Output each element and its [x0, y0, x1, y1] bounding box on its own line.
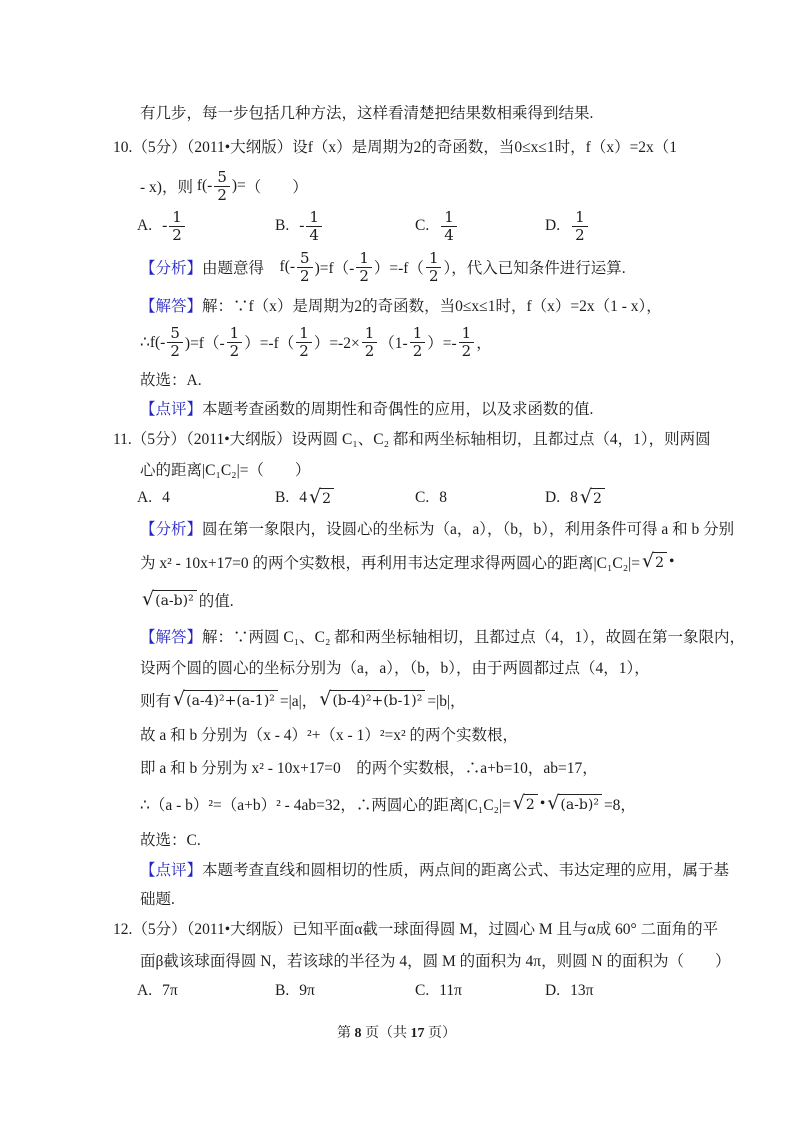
q11-choice-text: 故选：C. [140, 832, 201, 849]
option-a-label: A. [137, 489, 153, 506]
q10-comment-text: 本题考查函数的周期性和奇偶性的应用，以及求函数的值. [202, 401, 594, 418]
q11-analysis-line-1 [0, 512, 793, 544]
q11-analysis-line-2 [0, 544, 793, 580]
option-c [415, 982, 545, 1000]
fraction-denominator: 2 [412, 341, 423, 360]
option-d [545, 488, 793, 508]
fraction-denominator: 2 [170, 341, 180, 360]
q11-choice-line [0, 824, 793, 854]
fraction-numerator: 1 [306, 209, 322, 227]
q11-stem-line-1 [0, 422, 793, 454]
q10-stem-line-2 [0, 164, 793, 208]
fraction-numerator: 1 [426, 250, 442, 268]
q10-answer-text-3: )=f（- [184, 335, 225, 352]
q11-stem-text-1: 11.（5分）（2011•大纲版）设两圆 C₁、C₂ 都和两坐标轴相切，且都过点（4，1），则两圆 [113, 431, 711, 448]
question-10 [0, 128, 793, 422]
radical-body: (a-b)² [558, 794, 602, 813]
q11-answer-line-2 [0, 652, 793, 682]
q11-answer-text-1: 解：∵两圆 C₁、C₂ 都和两坐标轴相切，且都过点（4，1），故圆在第一象限内， [202, 629, 746, 646]
fraction-1-2 [296, 325, 312, 360]
q10-answer-text-1: 解：∵f（x）是周期为2的奇函数，当0≤x≤1时，f（x）=2x（1 - x）， [202, 298, 662, 315]
option-b-label: B. [275, 489, 290, 506]
q10-analysis-text-4: ）=-f（ [373, 260, 424, 277]
option-d-label: D. [545, 217, 561, 234]
q11-options-row [0, 484, 793, 512]
option-d [545, 209, 793, 244]
question-11 [0, 422, 793, 912]
option-a [137, 489, 275, 507]
radical-sign: √ [142, 588, 155, 611]
radical-a-minus-b-squared [547, 794, 602, 814]
q11-comment-line-1 [0, 854, 793, 884]
q10-choice-line [0, 364, 793, 394]
q11-answer-text-5: =|b|， [427, 693, 466, 710]
radical-sign: √ [547, 792, 560, 815]
analysis-label: 【分析】 [140, 260, 203, 277]
radical-body: 2 [524, 794, 538, 813]
fraction-denominator: 2 [217, 185, 227, 204]
option-a [137, 982, 275, 1000]
q10-answer-text-5: ）=-2× [313, 335, 360, 352]
q11-analysis-dot: • [669, 553, 675, 570]
radical-distance-a [173, 690, 278, 710]
fraction-1-2 [410, 325, 426, 360]
fraction-denominator: 2 [428, 266, 439, 285]
radical-distance-b [319, 690, 425, 710]
fraction-numerator: 1 [227, 325, 243, 343]
footer-text: 第 [337, 1026, 351, 1041]
q10-analysis-text-5: ），代入已知条件进行运算. [443, 260, 626, 277]
q11-analysis-text-3: 的值. [198, 593, 234, 610]
radical-sqrt-2 [309, 488, 334, 508]
q11-answer-line-5 [0, 750, 793, 784]
option-a-label: A. [137, 217, 153, 234]
q11-answer-text-9: =8， [603, 797, 636, 814]
q11-answer-text-3: 则有 [140, 693, 172, 710]
footer-text: 页（共 [365, 1026, 407, 1041]
option-b-value: 4 [299, 489, 307, 506]
radical-body: 2 [653, 552, 667, 571]
radical-sign: √ [641, 550, 655, 573]
q11-answer-dot: • [539, 795, 546, 812]
q11-stem-text-2: 心的距离|C₁C₂|=（ ） [140, 462, 311, 479]
fraction-denominator: 2 [461, 341, 472, 360]
option-c [415, 489, 545, 507]
fraction-1-2 [362, 325, 378, 360]
q10-answer-text-6: （1- [379, 335, 408, 352]
fraction-numerator: 1 [410, 325, 426, 343]
fraction-1-4 [441, 209, 457, 244]
intro-text: 有几步，每一步包括几种方法，这样看清楚把结果数相乘得到结果. [140, 105, 594, 122]
fraction-denominator: 2 [575, 225, 585, 244]
fraction-numerator: 5 [214, 169, 230, 187]
option-a-label: A. [137, 982, 153, 999]
option-a-value: 7π [162, 982, 178, 999]
fraction-numerator: 1 [356, 250, 372, 268]
q10-analysis-text-3: )=f（- [314, 260, 355, 277]
fraction-numerator: 1 [459, 325, 475, 343]
q10-formula-open: f(- [196, 177, 213, 194]
q11-analysis-line-3 [0, 580, 793, 620]
fraction-numerator: 1 [441, 209, 457, 227]
fraction-5-2 [214, 169, 230, 204]
q10-options-row [0, 208, 793, 244]
q10-answer-blank: （ ） [245, 179, 308, 196]
radical-sign: √ [308, 486, 322, 509]
fraction-1-2 [572, 209, 588, 244]
fraction-denominator: 2 [172, 225, 182, 244]
fraction-1-2 [426, 250, 442, 285]
q10-comment-line [0, 394, 793, 422]
fraction-5-2 [167, 325, 183, 360]
intro-line [0, 96, 793, 128]
q12-stem-line-1 [0, 912, 793, 944]
q11-answer-text-2: 设两个圆的圆心的坐标分别为（a，a），（b，b），由于两圆都过点（4，1）， [140, 660, 650, 677]
fraction-1-2 [227, 325, 243, 360]
q12-stem-line-2 [0, 944, 793, 976]
radical-sign: √ [512, 792, 525, 815]
option-c-label: C. [415, 982, 430, 999]
option-c-label: C. [415, 489, 430, 506]
option-d-label: D. [545, 982, 561, 999]
fraction-denominator: 2 [359, 266, 369, 285]
q10-answer-text-8: ， [476, 335, 492, 352]
radical-sign: √ [173, 688, 186, 711]
fraction-5-2 [297, 250, 313, 285]
fraction-denominator: 2 [300, 266, 310, 285]
q11-answer-line-6 [0, 784, 793, 824]
fraction-denominator: 2 [299, 341, 309, 360]
fraction-numerator: 5 [167, 325, 183, 343]
q10-stem-text-1: 10.（5分）（2011•大纲版）设f（x）是周期为2的奇函数，当0≤x≤1时，f（x）=2x（1 [113, 139, 678, 156]
fraction-denominator: 2 [229, 341, 240, 360]
option-c [415, 209, 545, 244]
q10-answer-text-7: ）=- [427, 335, 457, 352]
radical-sqrt-2 [513, 794, 538, 814]
fraction-1-2 [356, 250, 372, 285]
option-c-value: 11π [439, 982, 462, 999]
option-b [275, 488, 415, 508]
q10-choice-text: 故选：A. [140, 372, 202, 389]
answer-label: 【解答】 [140, 298, 203, 315]
analysis-label: 【分析】 [140, 521, 203, 538]
fraction-numerator: 1 [572, 209, 588, 227]
option-b-sign: - [299, 217, 305, 234]
option-a-value: 4 [162, 489, 170, 506]
q11-answer-text-6: 故 a 和 b 分别为（x - 4）²+（x - 1）²=x² 的两个实数根， [140, 727, 519, 744]
radical-sqrt-2 [580, 488, 605, 508]
q11-answer-text-4: =|a|， [279, 693, 318, 710]
fraction-denominator: 4 [309, 225, 319, 244]
q11-answer-line-4 [0, 718, 793, 750]
q11-comment-text-2: 础题. [140, 891, 175, 908]
q10-analysis-line [0, 244, 793, 290]
fraction-numerator: 5 [297, 250, 313, 268]
fraction-numerator: 1 [296, 325, 312, 343]
radical-sign: √ [579, 486, 592, 509]
footer-page-number: 8 [354, 1026, 362, 1041]
option-d-value: 8 [570, 489, 578, 506]
comment-label: 【点评】 [140, 401, 203, 418]
q11-comment-line-2 [0, 884, 793, 912]
radical-a-minus-b-squared [142, 590, 197, 610]
q10-answer-line-1 [0, 290, 793, 320]
fraction-denominator: 2 [364, 341, 375, 360]
fraction-numerator: 1 [169, 209, 185, 227]
option-b-label: B. [275, 217, 290, 234]
option-b [275, 982, 415, 1000]
footer-total-pages: 17 [410, 1026, 425, 1041]
q10-answer-line-2 [0, 320, 793, 364]
q10-analysis-text-2: f(- [279, 258, 296, 275]
q10-analysis-text-1: 由题意得 [202, 260, 280, 277]
q10-stem-text-2: - x)，则 [140, 179, 197, 196]
option-a-sign: - [162, 217, 168, 234]
q11-answer-text-8: ∴（a - b）²=（a+b）² - 4ab=32，∴两圆心的距离|C₁C₂|= [140, 797, 511, 814]
fraction-numerator: 1 [362, 325, 378, 343]
q11-analysis-text-2: 为 x² - 10x+17=0 的两个实数根，再利用韦达定理求得两圆心的距离|C₁C₂|= [140, 555, 640, 572]
option-b-label: B. [275, 982, 290, 999]
option-a [137, 209, 275, 244]
q10-answer-text-2: ∴f(- [140, 333, 166, 351]
fraction-1-2 [459, 325, 475, 360]
fraction-denominator: 4 [444, 225, 454, 244]
q11-analysis-text-1: 圆在第一象限内，设圆心的坐标为（a，a），（b，b），利用条件可得 a 和 b 分别 [202, 521, 735, 538]
option-d-label: D. [545, 489, 561, 506]
q10-stem-line-1 [0, 128, 793, 164]
fraction-1-4 [306, 209, 322, 244]
option-d-value: 13π [570, 982, 594, 999]
option-c-label: C. [415, 217, 430, 234]
q12-stem-text-1: 12.（5分）（2011•大纲版）已知平面α截一球面得圆 M，过圆心 M 且与α成 60° 二面角的平 [113, 921, 719, 938]
q11-answer-text-7: 即 a 和 b 分别为 x² - 10x+17=0 的两个实数根，∴a+b=10，ab=17， [140, 760, 598, 777]
radical-body: 2 [591, 488, 605, 507]
comment-label: 【点评】 [140, 862, 203, 879]
radical-body: (a-b)² [153, 590, 197, 609]
q11-answer-line-3 [0, 682, 793, 718]
radical-body: (a-4)²+(a-1)² [184, 690, 278, 709]
option-b-value: 9π [299, 982, 315, 999]
q11-comment-text-1: 本题考查直线和圆相切的性质，两点间的距离公式、韦达定理的应用，属于基 [202, 862, 730, 879]
radical-body: 2 [320, 488, 334, 507]
answer-label: 【解答】 [140, 629, 203, 646]
q12-options-row [0, 976, 793, 1006]
page-footer [0, 1022, 793, 1042]
q10-formula-close: )= [231, 177, 246, 194]
q11-answer-line-1 [0, 620, 793, 652]
option-d [545, 982, 793, 1000]
option-c-value: 8 [439, 489, 447, 506]
q10-answer-text-4: ）=-f（ [244, 335, 295, 352]
radical-body: (b-4)²+(b-1)² [330, 690, 425, 709]
option-b [275, 209, 415, 244]
radical-sign: √ [319, 688, 332, 711]
fraction-1-2 [169, 209, 185, 244]
q12-stem-text-2: 面β截该球面得圆 N，若该球的半径为 4，圆 M 的面积为 4π，则圆 N 的面积为（ ） [140, 953, 731, 970]
question-12 [0, 912, 793, 1006]
footer-text: 页） [428, 1026, 456, 1041]
radical-sqrt-2 [642, 552, 667, 572]
q11-stem-line-2 [0, 454, 793, 484]
